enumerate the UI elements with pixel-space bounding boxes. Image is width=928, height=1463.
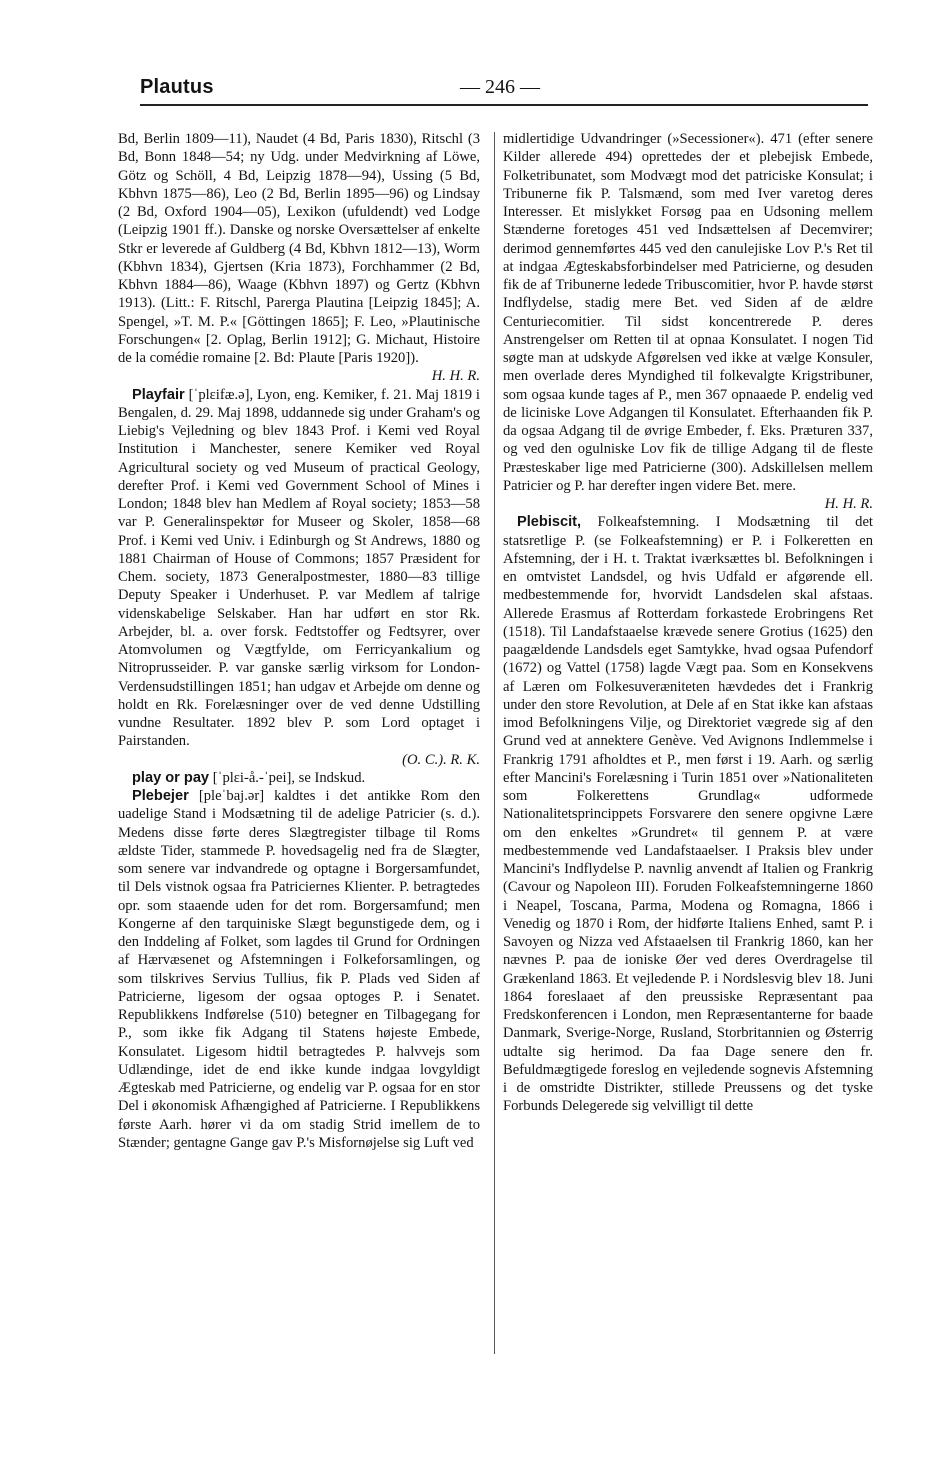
entry-text: [ˈplɛifæ.ə], Lyon, eng. Kemiker, f. 21. Maj 1819 i Bengalen, d. 29. Maj 1898, uddannede sig under Graham's og Liebig's Vejledning og blev 1843 Prof. i Kemi ved Royal Institution i Manchester, senere Kemiker ved Royal Agricultural society og ved Museum of practical Geology, derefter Prof. i Kemi ved Government School of Mines i London; 1848 blev han Medlem af Royal society; 1853—58 var P. Generalinspektør for Museer og Skoler, 1858—68 Prof. i Kemi ved Univ. i Edinburgh og St Andrews, 1880 og 1881 Chairman of House of Commons; 1857 Præsident for Chem. society, 1873 Generalpostmester, 1880—83 tillige Deputy Speaker i Underhuset. P. var Medlem af talrige videnskabelige Selskaber. Han har udført en stor Rk. Arbejder, bl. a. over forsk. Fedtstoffer og Fedtsyrer, over Atomvolumen og Vægtfylde, om Ferricyankalium og Nitroprusseider. P. var ganske særlig virksom for London-Verdensudstillingen 1851; han udgav et Arbejde om denne og holdt en Rk. Forelæsninger over de ved denne Udstilling vundne Resultater. 1892 blev P. som Lord optaget i Pairstanden.: [118, 386, 480, 750]
lemma-play-or-pay: play or pay: [132, 769, 210, 786]
lemma-plebejer: Plebejer: [132, 788, 189, 804]
entry-text: [pleˈbaj.ər] kaldtes i det antikke Rom den uadelige Stand i Modsætning til de adelige Patricier (s. d.). Medens disse førte deres Slægtregister tilbage til Roms ældste Tider, stammede P. hovedsagelig ned fra de Slægter, som senere var indvandrede og optagne i Borgersamfundet, til Dels vistnok ogsaa fra Patriciernes Klienter. P. betragtedes opr. som staaende uden for det rom. Borgersamfund; men Kongerne af den tarquiniske Slægt begunstigede dem, og i den Inddeling af Folket, som lagdes til Grund for Ordningen af Hærvæsenet og Afstemningen i Folkeforsamlingen, og som tilskrives Servius Tullius, fik P. Plads ved Siden af Patricierne, ligesom der ogsaa optoges P. i Senatet. Republikkens Indførelse (510) betegner en Tilbagegang for P., som ikke fik Adgang til Statens højeste Embede, Konsulatet. Ligesom hidtil betragtedes P. halvvejs som Udlændinge, idet de end ikke kunde indgaa lovgyldigt Ægteskab med Patricierne, og endelig var P. ogsaa for en stor Del i økonomisk Afhængighed af Patricierne. I Republikkens første Aarh. hører vi da om stadig Strid imellem de to Stænder; gentagne Gange gav P.'s Misfornøjelse sig Luft ved: [118, 788, 480, 1151]
signature-text: H. H. R.: [824, 496, 873, 512]
left-column: [118, 130, 480, 1152]
entry-plebejer-continuation: [503, 130, 873, 495]
entry-plautus-continuation: [118, 130, 480, 367]
entry-plebejer: [118, 787, 480, 1152]
page-number: — 246 —: [460, 76, 540, 98]
entry-text: Folkeafstemning. I Modsætning til det statsretlige P. (se Folkeafstemning) er P. i Folkeretten en Afstemning, der i H. t. Traktat iværksættes bl. Befolkningen i en omtvistet Landsdel, og hvis Udfald er afgørende ell. medbestemmende for, hvorvidt Landsdelen skal afstaas. Allerede Erasmus af Rotterdam forkastede Erobringens Ret (1518). Til Landafstaaelse krævede senere Grotius (1625) den paagældende Landsdels eget Samtykke, hvad ogsaa Pufendorf (1672) og Vattel (1758) lagde Vægt paa. Som en Konsekvens af Læren om Folkesuveræniteten hævdedes det i Frankrig under den store Revolution, at Dele af en Stat ikke kan afstaas imod Befolkningens Vilje, og Direktoriet vægrede sig af den Grund ved at annektere Genève. Ved Avignons Indlemmelse i Frankrig 1791 afholdtes et P., men først i 19. Aarh. og særlig efter Mancini's Forelæsning i Turin 1851 over »Nationaliteten som Folkerettens Grundlag« udformede Nationalitetsprincippets Forsvarere den senere opgivne Lære om den enkeltes »Grundret« til gennem P. at være medbestemmende ved Landafstaaelser. I Praksis blev under Mancini's Indflydelse P. navnlig anvendt af Italien og Frankrig (Cavour og Napoleon III). Foruden Folkeafstemningerne 1860 i Neapel, Toscana, Parma, Modena og Romagna, 1866 i Venedig og 1870 i Rom, der hidførte Italiens Enhed, samt P. i Savoyen og Nizza ved Afstaaelsen til Frankrig 1860, kan her nævnes P. paa de ioniske Øer ved deres Overdragelse til Grækenland 1863. Et vejledende P. i Nordslesvig blev 18. Juni 1864 foreslaaet af den preussiske Repræsentant paa Fredskonferencen i London, men Repræsentanterne for baade Danmark, Sverige-Norge, Rusland, Storbritannien og Østerrig udtalte sig herimod. Da faa Dage senere den fr. Befuldmægtigede foreslog en vejledende sognevis Afstemning i de omstridte Distrikter, stillede Preussens og det tyske Forbunds Delegerede sig velvilligt til dette: [503, 514, 873, 1115]
lemma-plebiscit: Plebiscit,: [517, 514, 582, 531]
entry-playfair: [118, 386, 480, 751]
entry-text: Bd, Berlin 1809—11), Naudet (4 Bd, Paris 1830), Ritschl (3 Bd, Bonn 1848—54; ny Udg. under Medvirkning af Löwe, Götz og Schöll, 4 Bd, Leipzig 1878—94), Ussing (5 Bd, Kbhvn 1875—86), Leo (2 Bd, Berlin 1895—96) og Lindsay (2 Bd, Oxford 1904—05), Lexikon (ufuldendt) ved Lodge (Leipzig 1901 ff.). Danske og norske Oversættelser af enkelte Stkr er leverede af Guldberg (4 Bd, Kbhvn 1812—13), Worm (Kbhvn 1834), Gjertsen (Kria 1873), Forchhammer (2 Bd, Kbhvn 1884—86), Waage (Kbhvn 1897) og Gertz (Kbhvn 1913). (Litt.: F. Ritschl, Parerga Plautina [Leipzig 1845]; A. Spengel, »T. M. P.« [Göttingen 1865]; F. Leo, »Plautinische Forschungen« [2. Oplag, Berlin 1912]; G. Michaut, Histoire de la comédie romaine [2. Bd: Plaute [Paris 1920]).: [118, 131, 480, 366]
entry-play-or-pay: [118, 769, 480, 787]
column-divider: [494, 132, 495, 1354]
signature-plebejer: [503, 495, 873, 513]
running-head-word: Plautus: [140, 76, 214, 98]
signature-text: (O. C.). R. K.: [402, 751, 480, 768]
entry-plebiscit: [503, 513, 873, 1115]
entry-text: midlertidige Udvandringer (»Secessioner«). 471 (efter senere Kilder allerede 494) oprettedes der et plebejisk Embede, Folketribunatet, som Modvægt mod det patriciske Konsulat; i Tribunerne fik P. Talsmænd, som med Iver varetog deres Interesser. Et mislykket Forsøg paa en Udsoning mellem Stænderne foretoges 451 ved Indsættelsen af Decemvirer; derimod gennemførtes 445 ved den canulejiske Lov P.'s Ret til at indgaa Ægteskabsforbindelser med Patricierne, og desuden fik de af Tribunerne ledede Tribuscomitier, hvor P. havde størst Indflydelse, stadig mere Bet. ved Siden af de ældre Centuriecomitier. Til sidst koncentrerede P. deres Anstrengelser om Retten til at opnaa Konsulatet. I nogen Tid søgte man at udskyde Afgørelsen ved ikke at vælge Konsuler, men overlade deres Myndighed til folkevalgte Krigstribuner, som ogsaa kunde tages af P., men 367 opnaaede P. endelig ved de liciniske Love Adgangen til Konsulatet. Efterhaanden fik P. da ogsaa Adgang til de øvrige Embeder, f. Eks. Præturen 337, og ved den ogulniske Lov fik de tillige Adgang til de fleste Præsteskaber lige med Patricierne (300). Adskillelsen mellem Patricier og P. har derefter ingen videre Bet. mere.: [503, 131, 873, 494]
signature-plautus: [118, 367, 480, 385]
signature-playfair: [118, 751, 480, 769]
lemma-playfair: Playfair: [132, 386, 185, 403]
right-column: [503, 130, 873, 1116]
signature-text: H. H. R.: [431, 368, 480, 385]
header-rule: [140, 104, 868, 106]
entry-text: [ˈplɛi-å.-ˈpei], se Indskud.: [212, 769, 366, 786]
